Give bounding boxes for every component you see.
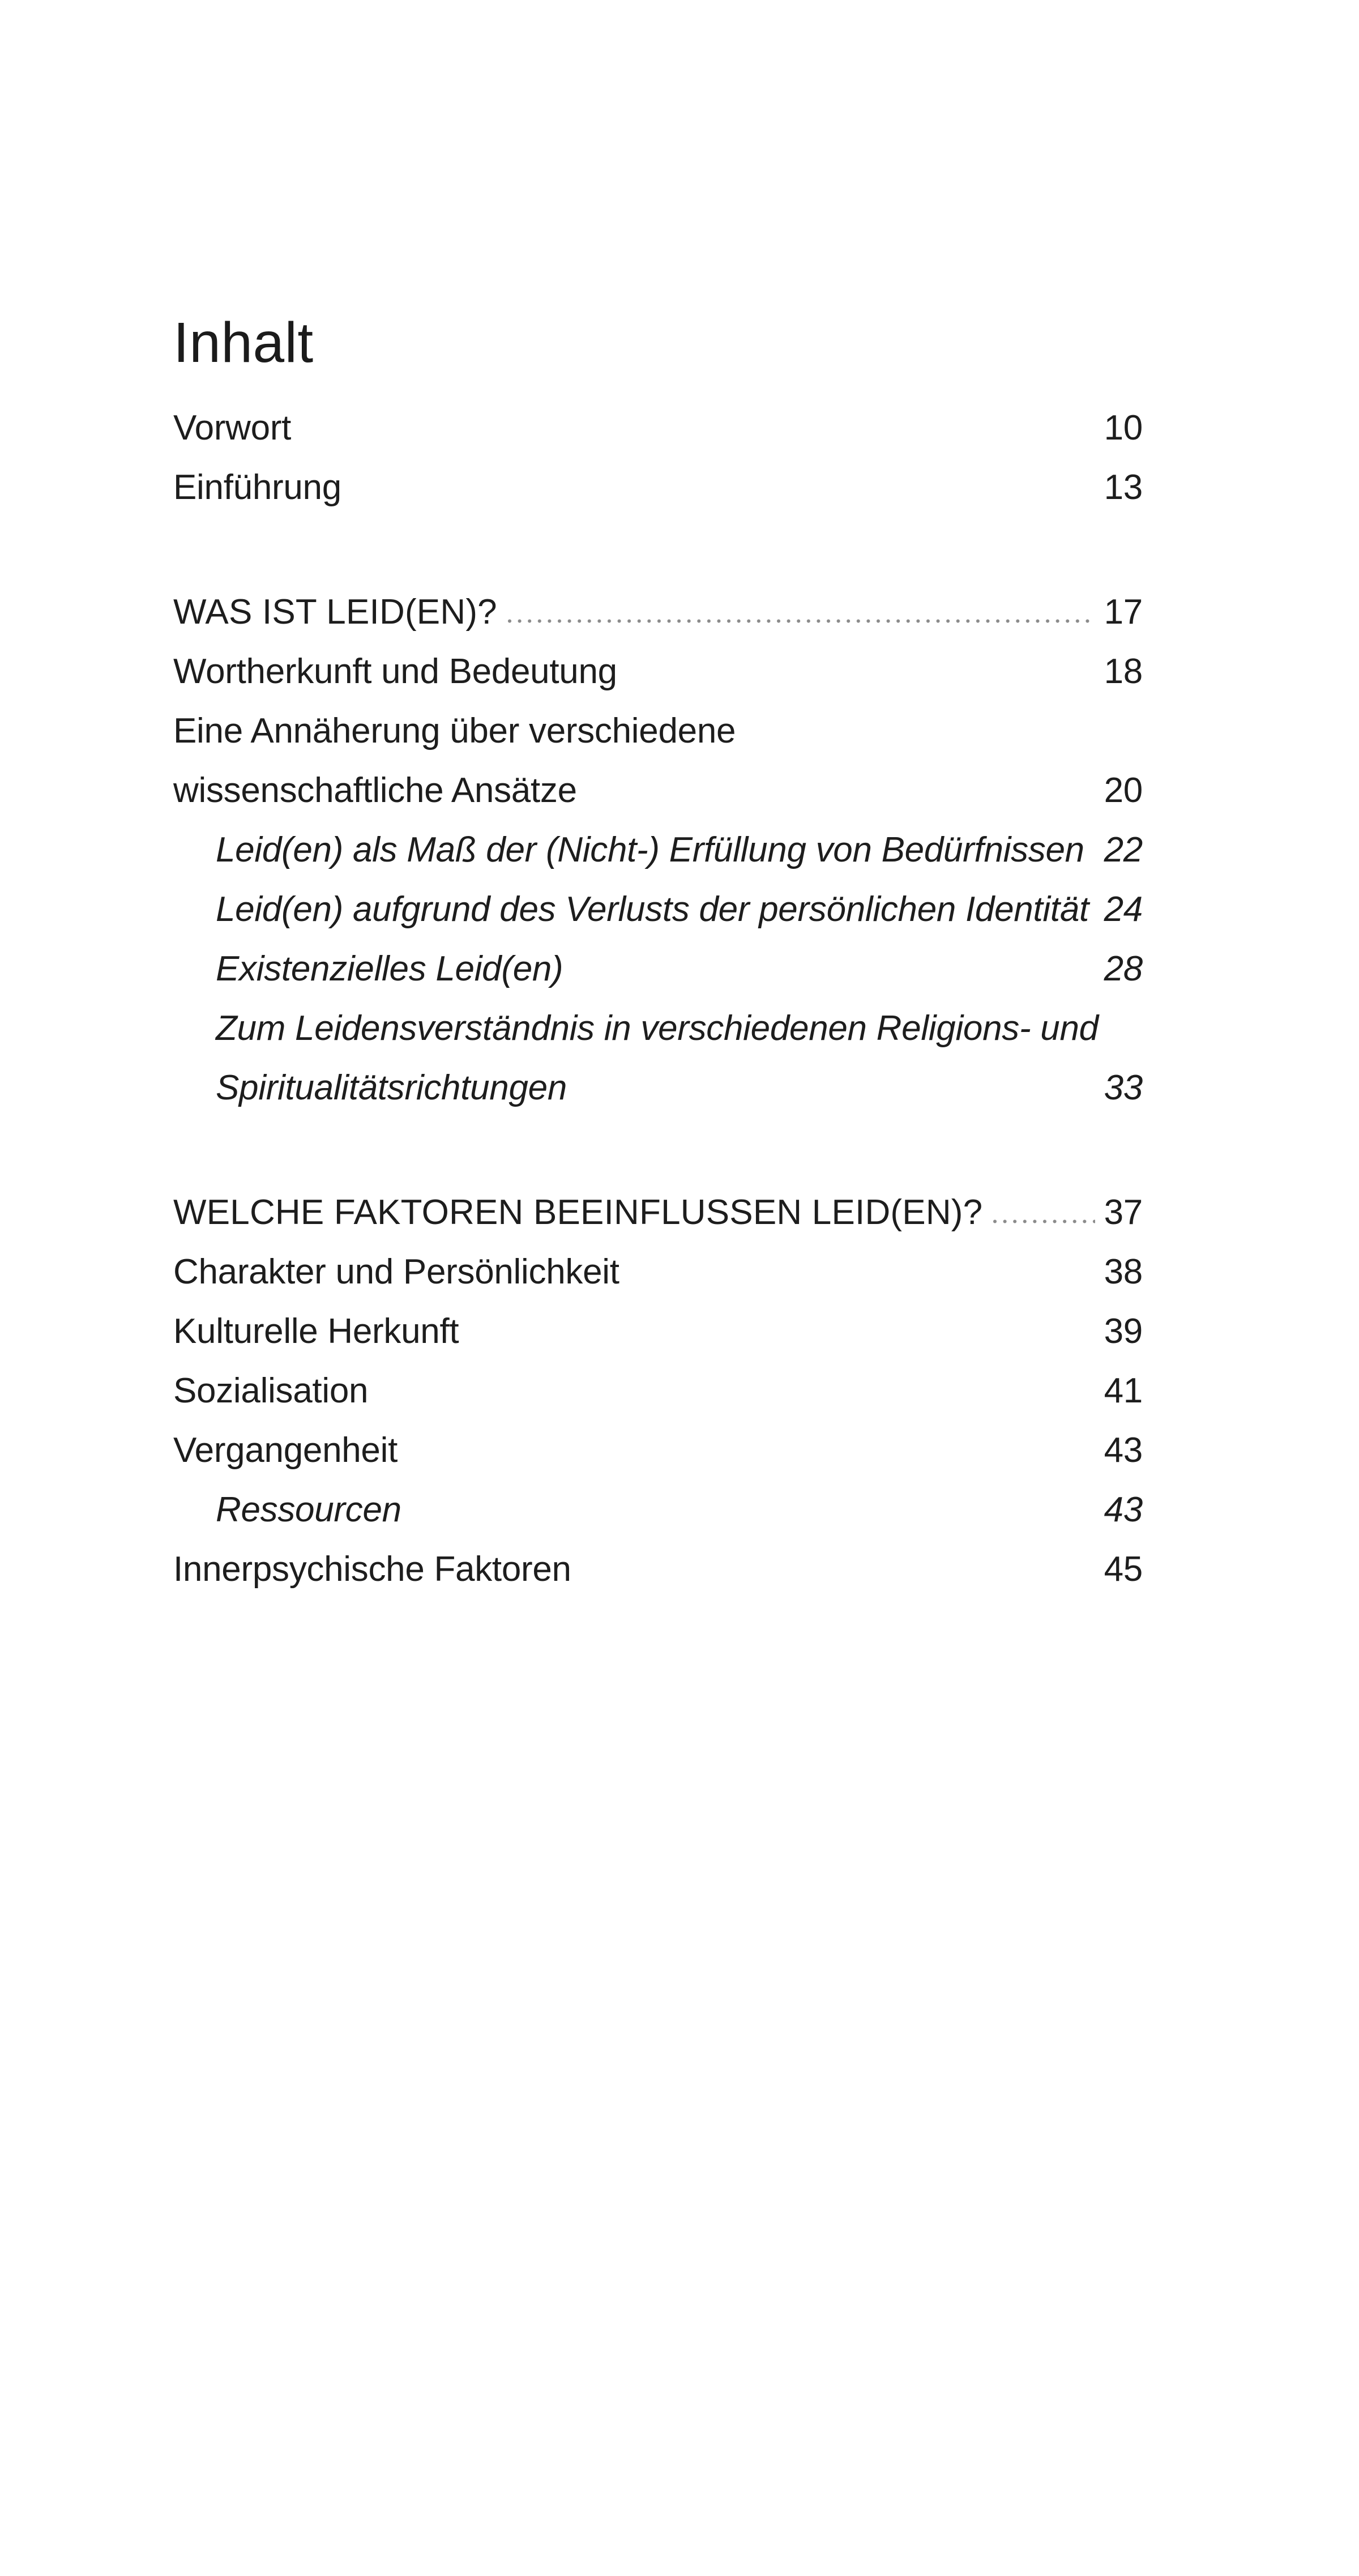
toc-leader xyxy=(1099,1039,1143,1040)
toc-entry-page: 38 xyxy=(1104,1252,1143,1291)
toc-entry-page: 17 xyxy=(1104,592,1143,632)
toc-leader xyxy=(341,498,1104,499)
toc-entry-page: 24 xyxy=(1104,890,1143,929)
toc-entry-page: 45 xyxy=(1104,1550,1143,1589)
toc-leader xyxy=(736,742,1143,743)
toc-row xyxy=(173,761,1143,820)
toc-row xyxy=(173,1302,1143,1361)
toc-entry-label: WAS IST LEID(EN)? xyxy=(173,592,497,632)
toc-entry-page: 39 xyxy=(1104,1312,1143,1351)
toc-entry-label: Wortherkunft und Bedeutung xyxy=(173,652,617,691)
toc-entry-label: Eine Annäherung über verschiedene xyxy=(173,711,736,750)
toc-row xyxy=(173,1361,1143,1421)
table-of-contents xyxy=(173,398,1143,1599)
toc-row xyxy=(173,1421,1143,1480)
toc-leader xyxy=(571,1580,1104,1581)
toc-entry-page: 10 xyxy=(1104,408,1143,447)
toc-row xyxy=(173,458,1143,517)
toc-entry-page: 28 xyxy=(1104,949,1143,988)
toc-row xyxy=(173,880,1143,939)
toc-entry-page: 20 xyxy=(1104,771,1143,810)
toc-entry-label: wissenschaftliche Ansätze xyxy=(173,771,577,810)
toc-row xyxy=(173,1480,1143,1539)
toc-row xyxy=(173,642,1143,701)
toc-entry-label: Vorwort xyxy=(173,408,292,447)
toc-entry-label: WELCHE FAKTOREN BEEINFLUSSEN LEID(EN)? xyxy=(173,1193,983,1232)
toc-entry-label: Vergangenheit xyxy=(173,1431,398,1470)
toc-leader xyxy=(398,1461,1104,1462)
toc-entry-label: Kulturelle Herkunft xyxy=(173,1312,459,1351)
toc-row xyxy=(173,398,1143,458)
toc-row xyxy=(173,1242,1143,1302)
toc-row xyxy=(173,1539,1143,1599)
toc-row xyxy=(173,939,1143,999)
toc-entry-label: Spiritualitätsrichtungen xyxy=(216,1068,567,1107)
toc-entry-label: Leid(en) als Maß der (Nicht-) Erfüllung von Bedürfnissen xyxy=(216,830,1084,869)
toc-leader xyxy=(1089,920,1104,921)
toc-row xyxy=(173,701,1143,761)
toc-leader xyxy=(459,1342,1104,1343)
toc-leader xyxy=(291,439,1104,440)
toc-entry-label: Zum Leidensverständnis in verschiedenen Religions- und xyxy=(216,1009,1099,1048)
toc-entry-page: 13 xyxy=(1104,468,1143,507)
toc-row xyxy=(173,1058,1143,1118)
toc-entry-label: Ressourcen xyxy=(216,1490,401,1529)
toc-entry-page: 43 xyxy=(1104,1431,1143,1470)
toc-entry-page: 41 xyxy=(1104,1371,1143,1410)
toc-entry-page: 18 xyxy=(1104,652,1143,691)
toc-entry-page: 37 xyxy=(1104,1193,1143,1232)
toc-entry-page: 43 xyxy=(1104,1490,1143,1529)
toc-entry-page: 33 xyxy=(1104,1068,1143,1107)
toc-row xyxy=(173,999,1143,1058)
toc-row xyxy=(173,582,1143,642)
toc-entry-label: Charakter und Persönlichkeit xyxy=(173,1252,619,1291)
toc-entry-label: Sozialisation xyxy=(173,1371,369,1410)
toc-entry-label: Innerpsychische Faktoren xyxy=(173,1550,571,1589)
toc-entry-page: 22 xyxy=(1104,830,1143,869)
toc-row xyxy=(173,1183,1143,1242)
toc-row xyxy=(173,820,1143,880)
toc-entry-label: Leid(en) aufgrund des Verlusts der persönlichen Identität xyxy=(216,890,1089,929)
toc-leader xyxy=(507,619,1095,624)
toc-leader xyxy=(577,801,1104,802)
toc-leader xyxy=(993,1219,1095,1224)
toc-entry-label: Existenzielles Leid(en) xyxy=(216,949,563,988)
page-title: Inhalt xyxy=(173,311,314,374)
toc-entry-label: Einführung xyxy=(173,468,341,507)
